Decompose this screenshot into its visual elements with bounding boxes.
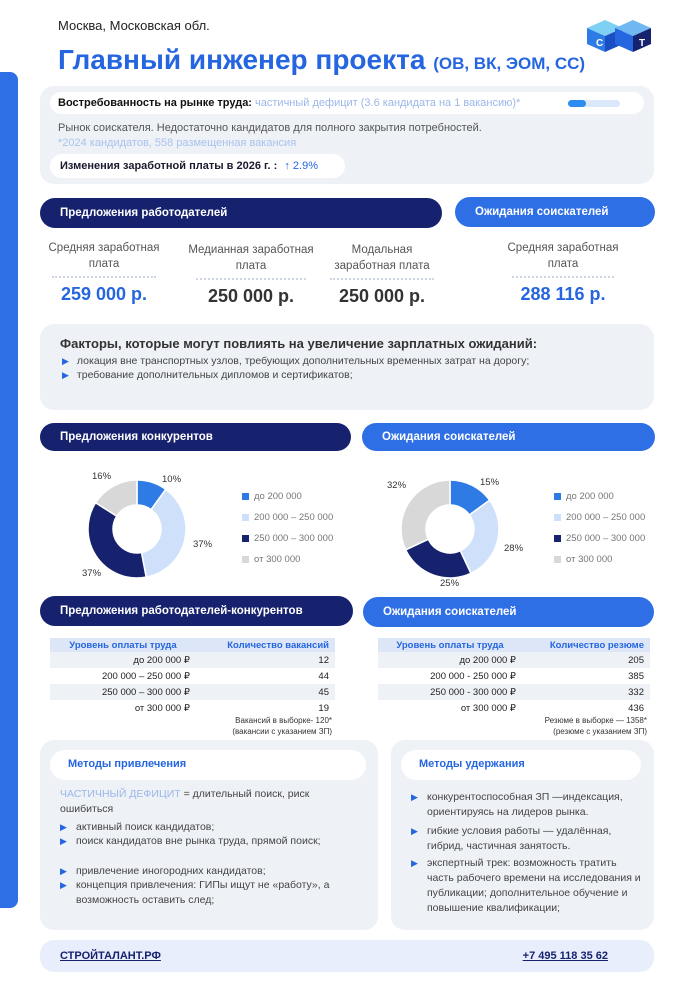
donut-chart-competitors (87, 479, 187, 579)
table-row: 200 000 - 250 000 ₽ 385 (430, 670, 644, 682)
table-header: Уровень оплаты труда (50, 638, 196, 652)
stat-value-median: 250 000 р. (207, 286, 295, 306)
legend-item: от 300 000 (554, 554, 612, 565)
table-header: Уровень оплаты труда (378, 638, 522, 652)
pie2-label-250-300k: 25% (440, 578, 460, 589)
legend-item: от 300 000 (242, 554, 300, 565)
table-header: Количество резюме (522, 638, 650, 652)
stat-label-median: Медианная заработная плата (188, 244, 314, 272)
triangle-bullet-icon: ▶ (60, 880, 67, 890)
logo-letter-t: Т (639, 38, 646, 49)
vacancies-note: Вакансий в выборке- 120* (вакансии с указанием ЗП) (232, 716, 332, 736)
table-row: 250 000 - 300 000 ₽ 332 (378, 684, 650, 700)
tab-competitor-table: Предложения работодателей-конкурентов (40, 596, 353, 626)
deficit-statement: ЧАСТИЧНЫЙ ДЕФИЦИТ = длительный поиск, риск ошибиться (60, 788, 310, 815)
arrow-up-icon: ↑ (284, 160, 290, 172)
tab-candidate-expectations-2: Ожидания соискателей (362, 423, 655, 451)
retention-methods-title: Методы удержания (401, 750, 641, 780)
table-row: до 200 000 ₽ 205 (378, 652, 650, 668)
table-row: до 200 000 ₽ 12 (50, 652, 335, 668)
title-main: Главный инженер проекта (58, 44, 426, 75)
donut-chart-candidates (400, 479, 500, 579)
triangle-bullet-icon: ▶ (60, 866, 67, 876)
factors-title: Факторы, которые могут повлиять на увеличение зарплатных ожиданий: (60, 336, 538, 351)
demand-level-bar (568, 100, 620, 107)
list-item: ▶ активный поиск кандидатов; (60, 821, 215, 833)
footer (40, 940, 654, 972)
logo-letter-c: С (596, 38, 604, 49)
stat-value-candidate-average: 288 116 р. (520, 284, 606, 304)
resumes-note: Резюме в выборке — 1358* (резюме с указанием ЗП) (544, 716, 647, 736)
legend-item: 250 000 – 300 000 (242, 533, 333, 544)
attraction-methods-card (40, 740, 378, 930)
pie2-label-over-300k: 32% (387, 480, 407, 491)
pie2-label-under-200k: 15% (480, 477, 500, 488)
triangle-bullet-icon: ▶ (60, 822, 67, 832)
pie1-label-250-300k: 37% (82, 568, 102, 579)
list-item: ▶ экспертный трек: возможность тратить часть рабочего времени на исследования и публикации; дополнительное обучение и повышение квалификации; (411, 857, 641, 914)
list-item: ▶ конкурентоспособная ЗП —индексация, ориентируясь на лидеров рынка. (411, 791, 623, 818)
salary-change-label: Изменения заработной платы в 2026 г. : (60, 160, 278, 172)
factor-item: ▶ требование дополнительных дипломов и сертификатов; (62, 369, 353, 381)
retention-methods-card (391, 740, 654, 930)
demand-card (40, 86, 654, 184)
stat-label-average: Средняя заработная плата (48, 242, 160, 270)
resumes-table (378, 638, 650, 716)
triangle-bullet-icon: ▶ (60, 836, 67, 846)
triangle-bullet-icon: ▶ (62, 370, 69, 380)
legend-item: до 200 000 (554, 491, 614, 502)
website-link[interactable]: СТРОЙТАЛАНТ.РФ (60, 950, 161, 962)
table-row: от 300 000 ₽ 19 (134, 702, 329, 714)
table-row: 200 000 – 250 000 ₽ 44 (101, 670, 329, 682)
triangle-bullet-icon: ▶ (62, 356, 69, 366)
table-row: 250 000 – 300 000 ₽ 45 (50, 684, 335, 700)
triangle-bullet-icon: ▶ (411, 826, 418, 836)
pie1-label-under-200k: 10% (162, 474, 182, 485)
demand-label: Востребованность на рынке труда: (58, 97, 252, 109)
triangle-bullet-icon: ▶ (411, 858, 418, 868)
side-accent-bar (0, 72, 18, 908)
pie-slice-4 (401, 480, 450, 550)
table-row: от 300 000 ₽ 436 (460, 702, 644, 714)
pie2-label-200-250k: 28% (504, 543, 524, 554)
divider (330, 278, 434, 280)
legend-item: 250 000 – 300 000 (554, 533, 645, 544)
list-item: ▶ поиск кандидатов вне рынка труда, прямой поиск; (60, 835, 321, 847)
divider (512, 276, 614, 278)
triangle-bullet-icon: ▶ (411, 792, 418, 802)
pie1-label-200-250k: 37% (193, 539, 213, 550)
title-suffix: (ОВ, ВК, ЭОМ, СС) (433, 54, 586, 73)
tab-employer-offers: Предложения работодателей (40, 198, 442, 228)
legend-item: до 200 000 (242, 491, 302, 502)
stat-value-modal: 250 000 р. (338, 286, 426, 306)
page-title (58, 44, 585, 76)
tab-candidate-table: Ожидания соискателей (363, 597, 654, 627)
tab-candidate-expectations: Ожидания соискателей (455, 197, 655, 227)
phone-link[interactable]: +7 495 118 35 62 (522, 950, 608, 962)
tab-competitor-offers: Предложения конкурентов (40, 423, 351, 451)
stat-label-candidate-average: Средняя заработная плата (507, 242, 619, 270)
factor-item: ▶ локация вне транспортных узлов, требующих дополнительных временных затрат на дорогу; (62, 355, 530, 367)
salary-change (50, 154, 345, 178)
stat-label-modal: Модальная заработная плата (334, 244, 430, 272)
legend-item: 200 000 – 250 000 (554, 512, 645, 523)
demand-level-fill (568, 100, 586, 107)
stat-value-average: 259 000 р. (60, 284, 148, 304)
list-item: ▶ концепция привлечения: ГИПы ищут не «работу», а возможность оставить след; (60, 879, 330, 906)
demand-value: частичный дефицит (3.6 кандидата на 1 вакансию)* (255, 97, 521, 109)
list-item: ▶ гибкие условия работы — удалённая, гибрид, частичная занятость. (411, 825, 612, 852)
divider (52, 276, 156, 278)
demand-row (50, 92, 644, 114)
attraction-methods-title: Методы привлечения (50, 750, 366, 780)
factors-card (40, 324, 654, 410)
salary-change-value: 2.9% (292, 160, 318, 172)
legend-item: 200 000 – 250 000 (242, 512, 333, 523)
table-header: Количество вакансий (196, 638, 335, 652)
market-note: *2024 кандидатов, 558 размещенная вакансия (58, 137, 297, 149)
market-description: Рынок соискателя. Недостаточно кандидатов для полного закрытия потребностей. (58, 122, 482, 134)
location: Москва, Московская обл. (58, 18, 210, 33)
list-item: ▶ привлечение иногородних кандидатов; (60, 865, 266, 877)
vacancies-table (50, 638, 335, 716)
pie1-label-over-300k: 16% (92, 471, 112, 482)
divider (196, 278, 306, 280)
company-logo (583, 14, 655, 56)
